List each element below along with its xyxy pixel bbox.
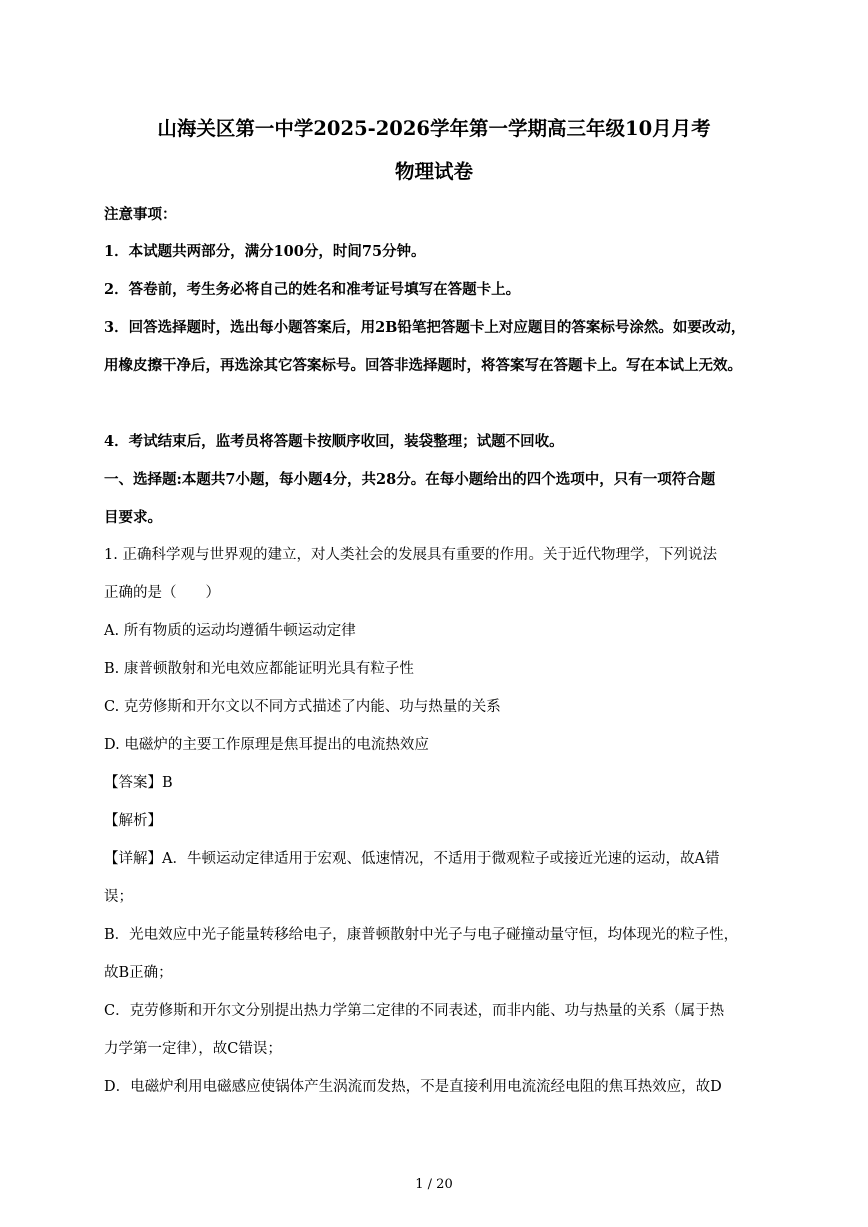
notes-item-2: 2．答卷前，考生务必将自己的姓名和准考证号填写在答题卡上。 <box>104 281 521 298</box>
detail-b-line-2: 故B正确； <box>104 965 173 981</box>
section-heading-line-1: 一、选择题:本题共7小题，每小题4分，共28分。在每小题给出的四个选项中，只有一项符合题 <box>104 471 716 488</box>
question-option-b: B. 康普顿散射和光电效应都能证明光具有粒子性 <box>104 661 414 677</box>
section-heading-line-2: 目要求。 <box>104 509 162 526</box>
document-subtitle: 物理试卷 <box>394 160 473 183</box>
notes-heading: 注意事项： <box>104 206 177 223</box>
analysis-heading: 【解析】 <box>104 813 162 829</box>
question-stem-line-1: 1. 正确科学观与世界观的建立，对人类社会的发展具有重要的作用。关于近代物理学，下列说法 <box>104 547 717 563</box>
notes-item-3-line-1: 3．回答选择题时，选出每小题答案后，用2B铅笔把答题卡上对应题目的答案标号涂然。如要改动， <box>104 319 746 336</box>
page-number: 1 / 20 <box>415 1177 453 1192</box>
question-option-d: D. 电磁炉的主要工作原理是焦耳提出的电流热效应 <box>104 737 429 753</box>
detail-d-line-1: D．电磁炉利用电磁感应使锅体产生涡流而发热，不是直接利用电流流经电阻的焦耳热效应，故D <box>104 1079 722 1095</box>
question-option-a: A. 所有物质的运动均遵循牛顿运动定律 <box>104 623 356 639</box>
answer-label: 【答案】B <box>104 775 173 791</box>
detail-a-line-2: 误； <box>104 889 133 905</box>
detail-b-line-1: B．光电效应中光子能量转移给电子，康普顿散射中光子与电子碰撞动量守恒，均体现光的粒子性， <box>104 927 739 943</box>
question-stem-line-2: 正确的是（ ） <box>104 585 220 601</box>
detail-c-line-1: C．克劳修斯和开尔文分别提出热力学第二定律的不同表述，而非内能、功与热量的关系（属于热 <box>104 1003 725 1019</box>
question-option-c: C. 克劳修斯和开尔文以不同方式描述了内能、功与热量的关系 <box>104 699 501 715</box>
document-title: 山海关区第一中学2025-2026学年第一学期高三年级10月月考 <box>157 117 711 140</box>
notes-item-3-line-2: 用橡皮擦干净后，再选涂其它答案标号。回答非选择题时，将答案写在答题卡上。写在本试上无效。 <box>104 357 742 374</box>
notes-item-1: 1．本试题共两部分，满分100分，时间75分钟。 <box>104 243 426 260</box>
notes-item-4: 4．考试结束后，监考员将答题卡按顺序收回，装袋整理；试题不回收。 <box>104 433 564 450</box>
detail-a-line-1: 【详解】A．牛顿运动定律适用于宏观、低速情况，不适用于微观粒子或接近光速的运动，故A错 <box>104 851 720 867</box>
detail-c-line-2: 力学第一定律），故C错误； <box>104 1041 282 1057</box>
